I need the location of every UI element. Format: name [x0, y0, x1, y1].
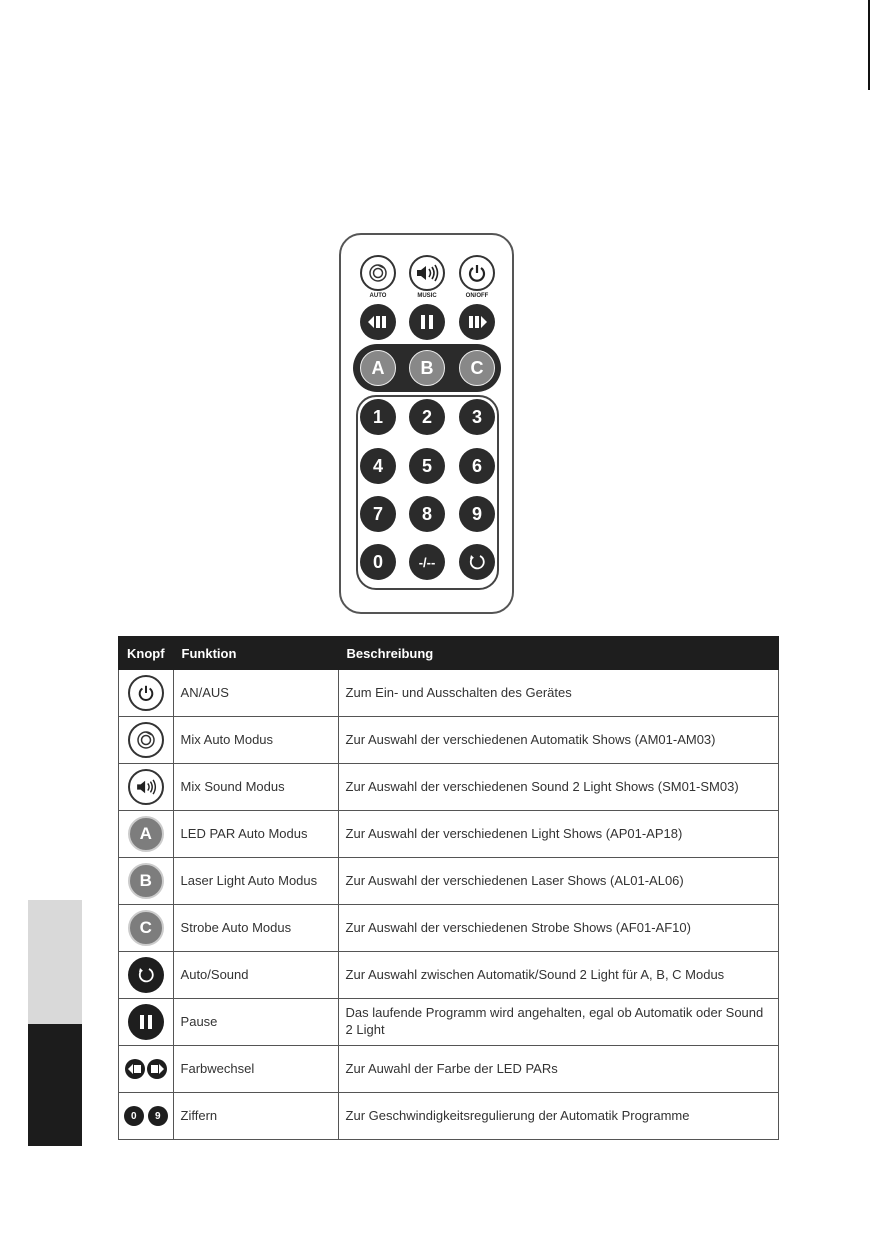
description-cell: Zur Auswahl der verschiedenen Light Shows (AP01-AP18): [338, 811, 778, 858]
color-prev-icon: [125, 1059, 145, 1079]
auto-sound-icon: [128, 957, 164, 993]
side-tab-light: [28, 900, 82, 1024]
description-cell: Zur Auswahl zwischen Automatik/Sound 2 Light für A, B, C Modus: [338, 952, 778, 999]
color-prev-icon: [360, 304, 396, 340]
description-cell: Zur Auswahl der verschiedenen Strobe Shows (AF01-AF10): [338, 905, 778, 952]
table-row: [119, 764, 779, 811]
table-row: [119, 858, 779, 905]
description-cell: Zur Auswahl der verschiedenen Laser Shows (AL01-AL06): [338, 858, 778, 905]
page-edge-line: [868, 0, 870, 90]
side-tab-dark: [28, 1024, 82, 1146]
digit-9-icon: 9: [148, 1106, 168, 1126]
description-cell: Das laufende Programm wird angehalten, egal ob Automatik oder Sound 2 Light: [338, 999, 778, 1046]
remote-digit-2: 2: [409, 399, 445, 435]
power-button-icon: [459, 255, 495, 291]
table-row: [119, 1093, 779, 1140]
auto-sound-icon: [459, 544, 495, 580]
button-b-icon: B: [128, 863, 164, 899]
remote-digit-dash: -/--: [409, 544, 445, 580]
remote-digit-7: 7: [360, 496, 396, 532]
function-cell: LED PAR Auto Modus: [173, 811, 338, 858]
pause-icon: [409, 304, 445, 340]
function-cell: Farbwechsel: [173, 1046, 338, 1093]
button-a-icon: A: [128, 816, 164, 852]
table-row: [119, 905, 779, 952]
color-next-icon: [459, 304, 495, 340]
function-cell: Pause: [173, 999, 338, 1046]
header-beschreibung: Beschreibung: [338, 637, 778, 670]
description-cell: Zum Ein- und Ausschalten des Gerätes: [338, 670, 778, 717]
table-row: [119, 1046, 779, 1093]
onoff-label: ON/OFF: [465, 293, 489, 299]
remote-digit-5: 5: [409, 448, 445, 484]
description-cell: Zur Geschwindigkeitsregulierung der Automatik Programme: [338, 1093, 778, 1140]
function-cell: AN/AUS: [173, 670, 338, 717]
remote-button-b: B: [409, 350, 445, 386]
power-icon: [128, 675, 164, 711]
button-c-icon: C: [128, 910, 164, 946]
mix-auto-icon: [128, 722, 164, 758]
music-label: MUSIC: [417, 293, 437, 299]
description-cell: Zur Auwahl der Farbe der LED PARs: [338, 1046, 778, 1093]
function-cell: Laser Light Auto Modus: [173, 858, 338, 905]
table-row: [119, 952, 779, 999]
description-cell: Zur Auswahl der verschiedenen Sound 2 Light Shows (SM01-SM03): [338, 764, 778, 811]
description-cell: Zur Auswahl der verschiedenen Automatik Shows (AM01-AM03): [338, 717, 778, 764]
auto-label: AUTO: [369, 293, 387, 299]
color-next-icon: [147, 1059, 167, 1079]
sound-icon: [128, 769, 164, 805]
remote-digit-8: 8: [409, 496, 445, 532]
remote-digit-6: 6: [459, 448, 495, 484]
remote-button-a: A: [360, 350, 396, 386]
remote-button-c: C: [459, 350, 495, 386]
function-cell: Auto/Sound: [173, 952, 338, 999]
table-header-row: [119, 637, 779, 670]
table-row: [119, 811, 779, 858]
function-cell: Ziffern: [173, 1093, 338, 1140]
function-cell: Strobe Auto Modus: [173, 905, 338, 952]
pause-icon: [128, 1004, 164, 1040]
remote-digit-1: 1: [360, 399, 396, 435]
music-button-icon: [409, 255, 445, 291]
remote-digit-3: 3: [459, 399, 495, 435]
header-funktion: Funktion: [173, 637, 338, 670]
table-row: [119, 717, 779, 764]
remote-digit-9: 9: [459, 496, 495, 532]
header-knopf: Knopf: [119, 637, 174, 670]
digit-0-icon: 0: [124, 1106, 144, 1126]
remote-digit-0: 0: [360, 544, 396, 580]
remote-digit-4: 4: [360, 448, 396, 484]
table-row: [119, 999, 779, 1046]
remote-control-illustration: [339, 233, 514, 614]
function-cell: Mix Auto Modus: [173, 717, 338, 764]
function-table: [118, 636, 779, 1140]
table-row: [119, 670, 779, 717]
auto-button-icon: [360, 255, 396, 291]
function-cell: Mix Sound Modus: [173, 764, 338, 811]
